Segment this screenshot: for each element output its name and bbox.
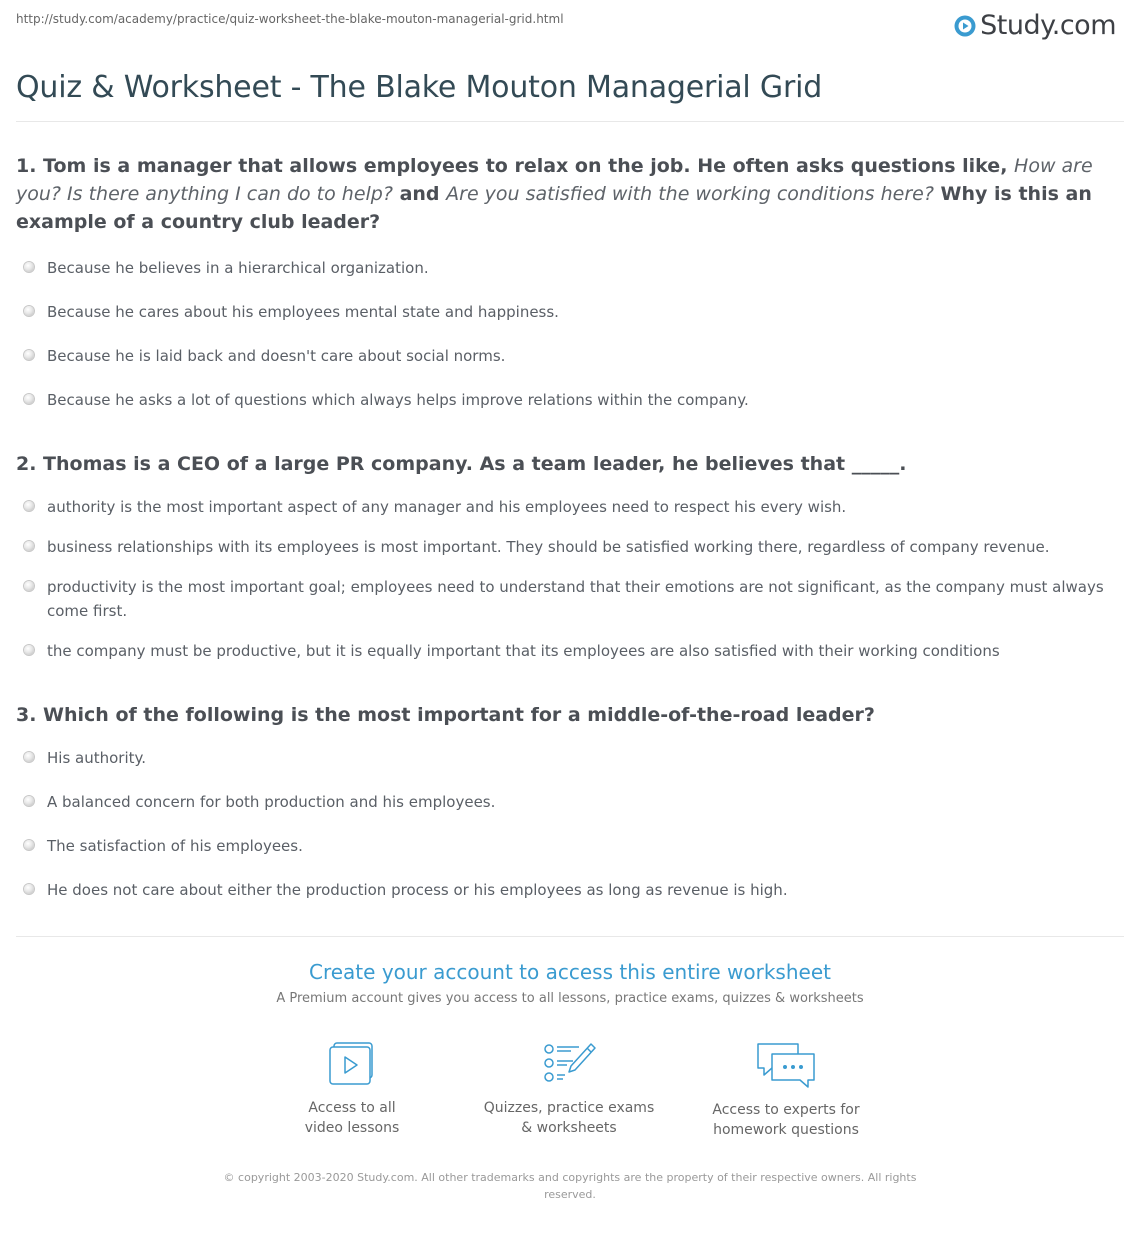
radio-button[interactable] <box>24 541 34 551</box>
title-divider <box>16 121 1124 122</box>
feature-video-lessons <box>252 1040 452 1138</box>
quizzes-icon <box>541 1040 597 1088</box>
answer-list <box>16 256 1106 412</box>
feature-label-line: & worksheets <box>521 1120 617 1136</box>
question-3 <box>16 701 1106 902</box>
answer-option[interactable]: The satisfaction of his employees. <box>16 834 1106 858</box>
study-logo[interactable] <box>954 11 1116 41</box>
cta-subtitle: A Premium account gives you access to all lessons, practice exams, quizzes & worksheets <box>276 991 864 1006</box>
logo-text: Study.com <box>980 10 1116 41</box>
top-bar <box>16 11 1116 41</box>
premium-features <box>0 1040 1140 1140</box>
answer-option[interactable]: His authority. <box>16 746 1106 770</box>
feature-experts <box>686 1040 886 1140</box>
cta-link[interactable]: Create your account to access this entire worksheet <box>309 960 831 984</box>
cta-divider <box>16 936 1124 937</box>
question-1 <box>16 152 1106 412</box>
play-logo-icon <box>954 15 976 37</box>
question-segment: 1. Tom is a manager that allows employees to relax on the job. He often asks questions like, <box>16 155 1015 177</box>
experts-chat-icon <box>754 1040 818 1090</box>
answer-option[interactable]: A balanced concern for both production and his employees. <box>16 790 1106 814</box>
answer-option[interactable]: Because he asks a lot of questions which always helps improve relations within the company. <box>16 388 1106 412</box>
quiz-questions <box>16 152 1106 902</box>
answer-option[interactable]: authority is the most important aspect of any manager and his employees need to respect his every wish. <box>16 495 1106 519</box>
video-lessons-icon <box>326 1040 378 1088</box>
radio-button[interactable] <box>24 884 34 894</box>
answer-option[interactable]: He does not care about either the production process or his employees as long as revenue is high. <box>16 878 1106 902</box>
radio-button[interactable] <box>24 840 34 850</box>
question-segment: and <box>392 183 447 205</box>
question-text <box>16 152 1106 236</box>
signup-cta <box>0 958 1140 1008</box>
question-text <box>16 701 1106 729</box>
question-quote: How are you? Is there anything I can do to help? <box>16 155 1093 205</box>
feature-label-line: Access to experts for <box>712 1102 860 1118</box>
answer-list <box>16 746 1106 902</box>
page-title: Quiz & Worksheet - The Blake Mouton Managerial Grid <box>16 70 823 105</box>
radio-button[interactable] <box>24 796 34 806</box>
question-segment: 2. Thomas is a CEO of a large PR company. As a team leader, he believes that _____. <box>16 453 907 475</box>
radio-button[interactable] <box>24 581 34 591</box>
radio-button[interactable] <box>24 752 34 762</box>
question-text <box>16 450 1106 478</box>
copyright-notice: © copyright 2003-2020 Study.com. All other trademarks and copyrights are the property of their respective owners. All rights reserved. <box>223 1171 917 1201</box>
answer-option[interactable]: the company must be productive, but it is equally important that its employees are also satisfied with their working conditions <box>16 639 1106 663</box>
radio-button[interactable] <box>24 645 34 655</box>
radio-button[interactable] <box>24 394 34 404</box>
radio-button[interactable] <box>24 262 34 272</box>
answer-option[interactable]: Because he cares about his employees mental state and happiness. <box>16 300 1106 324</box>
question-segment: 3. Which of the following is the most important for a middle-of-the-road leader? <box>16 704 875 726</box>
answer-list <box>16 495 1106 663</box>
question-segment: Why is this an example of a country club leader? <box>16 183 1092 233</box>
answer-option[interactable]: business relationships with its employees is most important. They should be satisfied working there, regardless of company revenue. <box>16 535 1106 559</box>
question-quote: Are you satisfied with the working conditions here? <box>446 183 934 205</box>
radio-button[interactable] <box>24 501 34 511</box>
feature-label-line: homework questions <box>713 1122 859 1138</box>
answer-option[interactable]: Because he is laid back and doesn't care about social norms. <box>16 344 1106 368</box>
feature-quizzes <box>469 1040 669 1138</box>
feature-label-line: Access to all <box>308 1100 396 1116</box>
radio-button[interactable] <box>24 350 34 360</box>
answer-option[interactable]: Because he believes in a hierarchical organization. <box>16 256 1106 280</box>
answer-option[interactable]: productivity is the most important goal; employees need to understand that their emotions are not significant, as the company must always come first. <box>16 575 1106 623</box>
question-2 <box>16 450 1106 663</box>
feature-label-line: Quizzes, practice exams <box>483 1100 655 1116</box>
page-url: http://study.com/academy/practice/quiz-worksheet-the-blake-mouton-managerial-grid.html <box>16 12 564 26</box>
radio-button[interactable] <box>24 306 34 316</box>
feature-label-line: video lessons <box>304 1120 400 1136</box>
